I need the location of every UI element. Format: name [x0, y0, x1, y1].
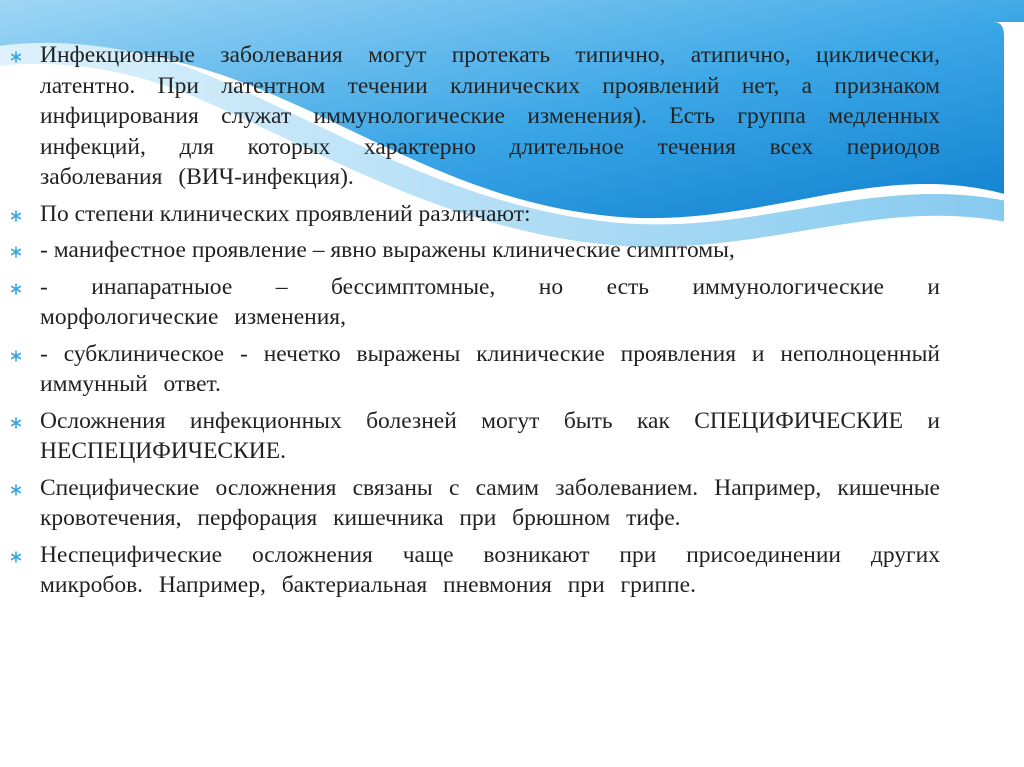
list-item-text: Специфические осложнения связаны с самим заболеванием. Например, кишечные кровотечения, перфорация кишечника при брюшном тифе.: [40, 474, 940, 531]
asterisk-bullet-icon: [10, 406, 24, 436]
list-item-text: Неспецифические осложнения чаще возникают при присоединении других микробов. Например, бактериальная пневмония при гриппе.: [40, 541, 940, 598]
list-item-text: - субклиническое - нечетко выражены клинические проявления и неполноценный иммунный ответ.: [40, 340, 940, 397]
list-item-text: - манифестное проявление – явно выражены клинические симптомы,: [40, 237, 735, 263]
list-item: [8, 235, 940, 266]
list-item: [8, 406, 940, 467]
asterisk-bullet-icon: [10, 40, 24, 70]
list-item: [8, 473, 940, 534]
asterisk-bullet-icon: [10, 272, 24, 302]
asterisk-bullet-icon: [10, 339, 24, 369]
list-item: [8, 40, 940, 193]
list-item-text: По степени клинических проявлений различают:: [40, 200, 531, 227]
asterisk-bullet-icon: [10, 199, 24, 229]
list-item-text: Инфекционные заболевания могут протекать типично, атипично, циклически, латентно. При латентном течении клинических проявлений нет, а признаком инфицирования служат иммунологические изменения). Есть группа медленных инфекций, для которых характерно длительное течения всех периодов заболевания (ВИЧ-инфекция).: [40, 42, 940, 190]
asterisk-bullet-icon: [10, 235, 24, 265]
bullet-list: [8, 40, 940, 607]
asterisk-bullet-icon: [10, 540, 24, 570]
list-item-text: - инапаратныое – бессимптомные, но есть иммунологические и морфологические изменения,: [40, 273, 940, 330]
list-item: [8, 540, 940, 601]
list-item: [8, 272, 940, 333]
asterisk-bullet-icon: [10, 473, 24, 503]
list-item-text: Осложнения инфекционных болезней могут быть как СПЕЦИФИЧЕСКИЕ и НЕСПЕЦИФИЧЕСКИЕ.: [40, 407, 940, 464]
list-item: [8, 339, 940, 400]
list-item: [8, 199, 940, 230]
